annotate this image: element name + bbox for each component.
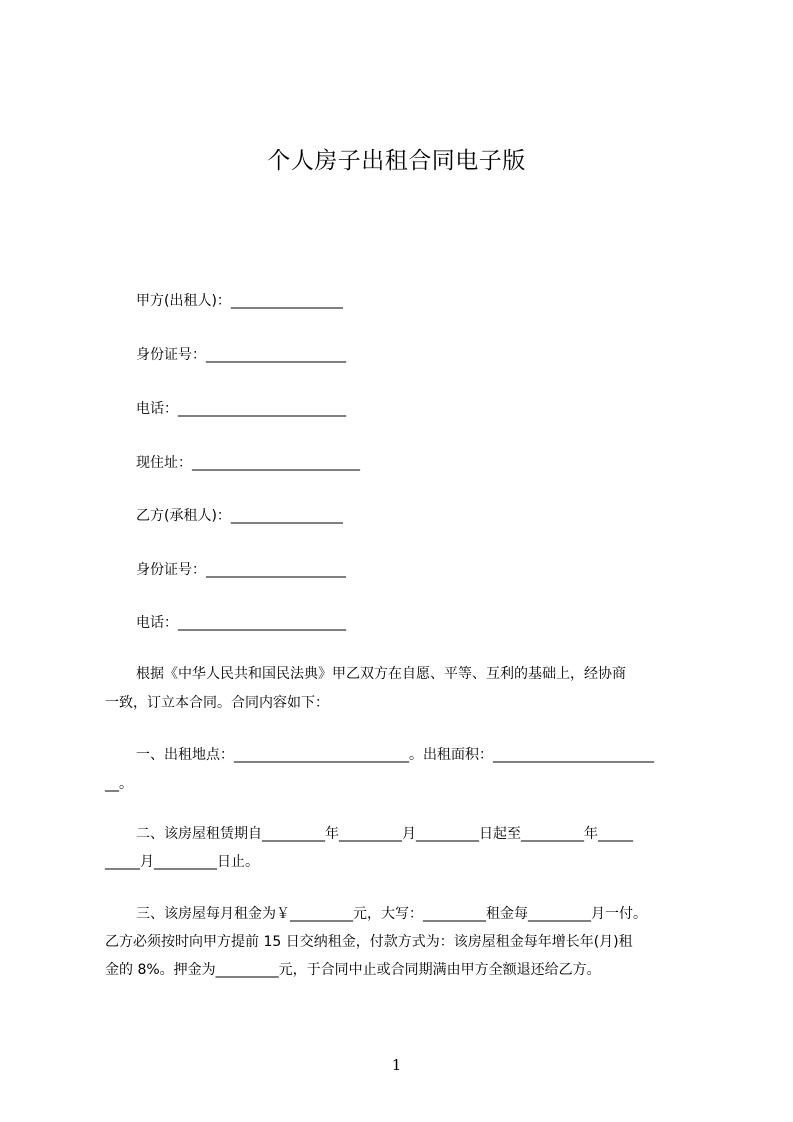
intro-line-1: 根据《中华人民共和国民法典》甲乙双方在自愿、平等、互利的基础上，经协商 [136,666,626,682]
clause-1-line-1: 一、出租地点：_________________________。出租面积：_______________________ [136,747,654,763]
clause-2-line-2: _____月_________日止。 [105,854,259,870]
party-a-id-field: 身份证号：____________________ [136,347,346,363]
clause-3-line-3: 金的 8%。押金为_________元，于合同中止或合同期满由甲方全额退还给乙方。 [105,962,601,978]
party-a-phone-field: 电话：________________________ [136,401,346,417]
party-a-name-field: 甲方(出租人)：________________ [136,293,343,309]
clause-2-line-1: 二、该房屋租赁期自_________年_________月_________日起至_________年_____ [136,826,633,842]
party-b-phone-field: 电话：________________________ [136,615,346,631]
party-b-name-field: 乙方(承租人)：________________ [136,508,343,524]
document-title: 个人房子出租合同电子版 [267,148,526,174]
party-b-id-field: 身份证号：____________________ [136,562,346,578]
clause-3-line-2: 乙方必须按时向甲方提前 15 日交纳租金，付款方式为：该房屋租金每年增长年(月)租 [105,934,633,950]
intro-line-2: 一致，订立本合同。合同内容如下： [105,695,329,711]
party-a-address-field: 现住址：________________________ [136,455,360,471]
page-number: 1 [391,1056,402,1074]
clause-1-line-2: __。 [105,776,133,792]
clause-3-line-1: 三、该房屋每月租金为￥_________元，大写：_________租金每_________月一付。 [136,906,647,922]
